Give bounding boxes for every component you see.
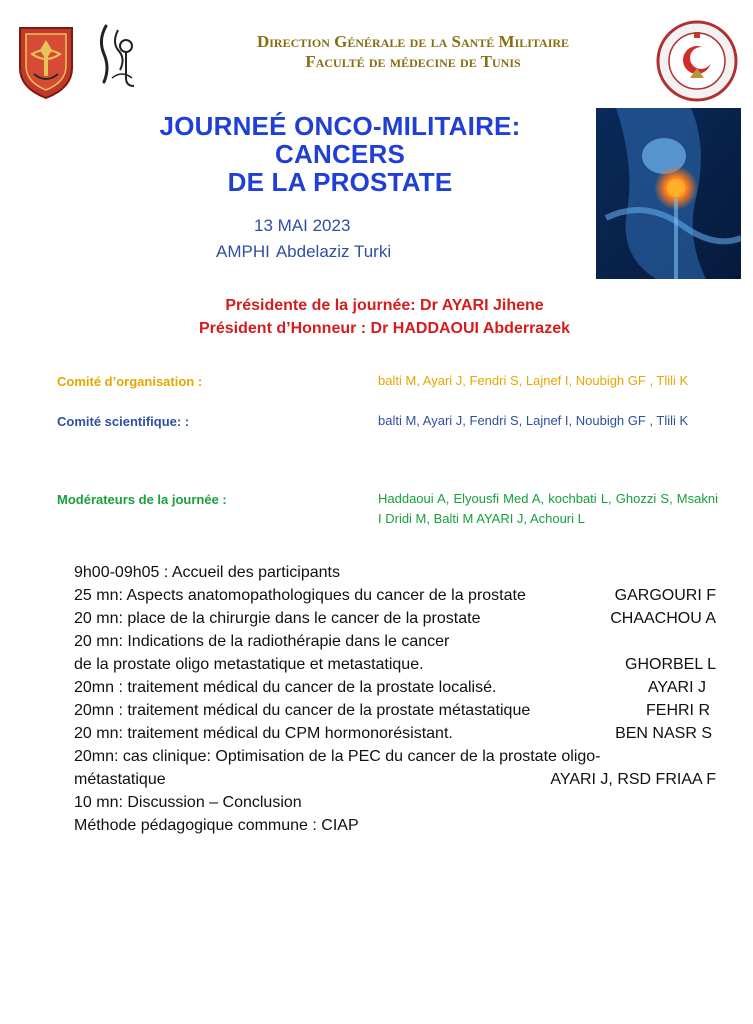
program-item xyxy=(74,814,716,837)
header-line-2: Faculté de médecine de Tunis xyxy=(305,52,521,71)
program-item xyxy=(74,584,716,607)
program-item-speaker: CHAACHOU A xyxy=(610,610,716,627)
program-item-speaker: BEN NASR S xyxy=(615,725,712,742)
program-item-speaker: AYARI J, RSD FRIAA F xyxy=(550,771,716,788)
title-line-1: JOURNEÉ ONCO-MILITAIRE: xyxy=(159,111,521,141)
program-item-text: métastatique xyxy=(74,771,166,788)
program-item-text: 20 mn: place de la chirurgie dans le cancer de la prostate xyxy=(74,610,481,627)
program-item-speaker: GARGOURI F xyxy=(614,587,716,604)
organisation-committee-names: balti M, Ayari J, Fendri S, Lajnef I, Noubigh GF , Tlili K xyxy=(378,373,689,388)
program-item xyxy=(74,768,716,791)
moderators-names: Haddaoui A, Elyousfi Med A, kochbati L, Ghozzi S, Msakni I Dridi M, Balti M AYARI J, Achouri L xyxy=(378,491,718,526)
program-item-text: 20mn : traitement médical du cancer de la prostate métastatique xyxy=(74,702,531,719)
title-line-3: DE LA PROSTATE xyxy=(227,167,453,197)
program-item-text: de la prostate oligo metastatique et metastatique. xyxy=(74,656,424,673)
president-honneur: Président d’Honneur : Dr HADDAOUI Abderrazek xyxy=(198,320,570,337)
moderators-label: Modérateurs de la journée : xyxy=(57,492,227,507)
header-line-1: Direction Générale de la Santé Militaire xyxy=(256,32,570,51)
program-item-text: 20mn: cas clinique: Optimisation de la PEC du cancer de la prostate oligo- xyxy=(74,748,601,765)
event-venue xyxy=(216,242,391,262)
venue-name: Abdelaziz Turki xyxy=(275,242,392,261)
scientific-committee-names: balti M, Ayari J, Fendri S, Lajnef I, Noubigh GF , Tlili K xyxy=(378,413,689,428)
event-date: 13 MAI 2023 xyxy=(254,216,351,235)
scientific-committee-label: Comité scientifique: : xyxy=(57,414,190,429)
title-line-2: CANCERS xyxy=(275,139,405,169)
program-item xyxy=(74,607,716,630)
program-item xyxy=(74,699,716,722)
organisation-committee-label: Comité d’organisation : xyxy=(57,374,203,389)
presidente-journee: Présidente de la journée: Dr AYARI Jihene xyxy=(225,297,544,314)
program-item-text: 25 mn: Aspects anatomopathologiques du cancer de la prostate xyxy=(74,587,526,604)
prostate-anatomy-illustration xyxy=(596,108,741,279)
program-item xyxy=(74,791,716,814)
program-item-text: Méthode pédagogique commune : CIAP xyxy=(74,817,359,834)
military-health-emblem-logo xyxy=(16,24,76,100)
venue-prefix: AMPHI xyxy=(216,242,270,261)
program-item-speaker: AYARI J xyxy=(647,679,706,696)
program-item xyxy=(74,630,716,653)
faculty-medicine-logo xyxy=(96,20,142,92)
program-item xyxy=(74,745,716,768)
program-item-speaker: FEHRI R xyxy=(646,702,710,719)
program-item-text: 20 mn: Indications de la radiothérapie dans le cancer xyxy=(74,633,450,650)
program-item xyxy=(74,561,716,584)
program-item-text: 9h00-09h05 : Accueil des participants xyxy=(74,564,340,581)
program-item-text: 10 mn: Discussion – Conclusion xyxy=(74,794,302,811)
program-item xyxy=(74,676,716,699)
program-item xyxy=(74,722,716,745)
program-item-text: 20mn : traitement médical du cancer de la prostate localisé. xyxy=(74,679,497,696)
program-item-text: 20 mn: traitement médical du CPM hormonorésistant. xyxy=(74,725,453,742)
program-item xyxy=(74,653,716,676)
program-item-speaker: GHORBEL L xyxy=(625,656,716,673)
military-hospital-seal-logo xyxy=(656,20,738,102)
